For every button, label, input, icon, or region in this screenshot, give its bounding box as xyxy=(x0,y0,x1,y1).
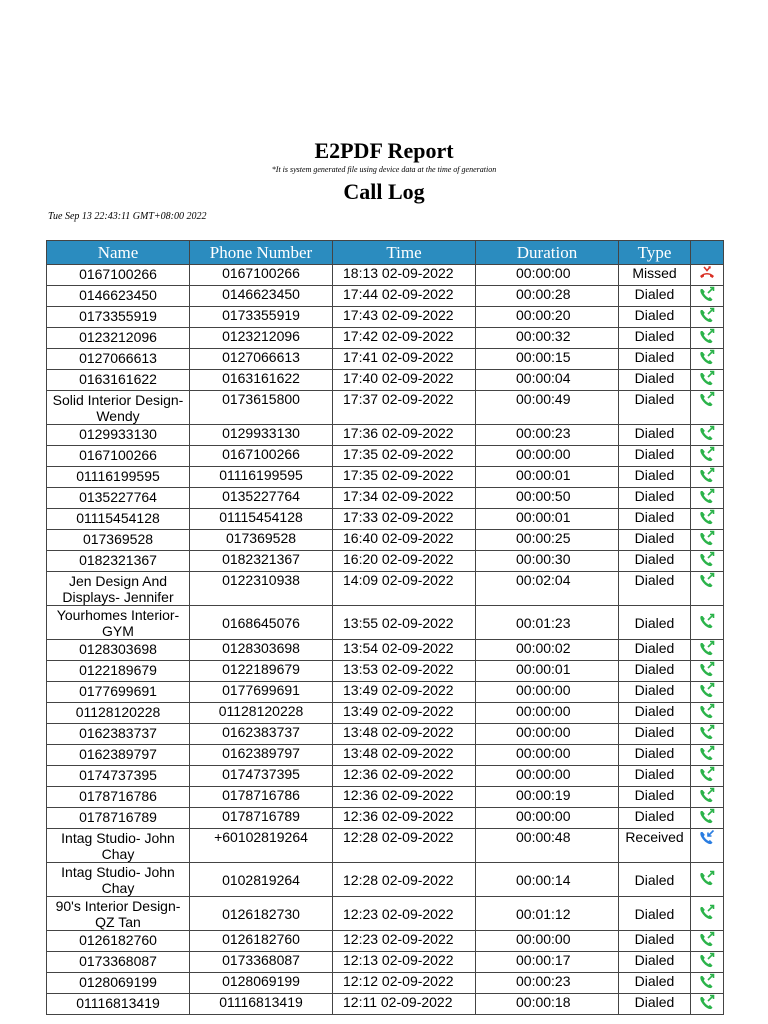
call-duration: 00:02:04 xyxy=(476,572,619,606)
call-type-icon-cell xyxy=(691,931,724,952)
dialed-call-icon xyxy=(698,551,716,568)
call-type: Dialed xyxy=(619,703,691,724)
dialed-call-icon xyxy=(698,467,716,484)
dialed-call-icon xyxy=(698,349,716,366)
call-phone-number: 0126182730 xyxy=(190,897,333,931)
call-duration: 00:00:30 xyxy=(476,551,619,572)
table-row xyxy=(47,572,724,606)
call-name: 0167100266 xyxy=(47,446,190,467)
call-name: 01116813419 xyxy=(47,994,190,1015)
dialed-call-icon xyxy=(698,425,716,442)
call-time: 17:35 02-09-2022 xyxy=(333,446,476,467)
dialed-call-icon xyxy=(698,870,716,887)
table-row xyxy=(47,265,724,286)
call-type: Dialed xyxy=(619,286,691,307)
call-phone-number: 0162383737 xyxy=(190,724,333,745)
call-type-icon-cell xyxy=(691,640,724,661)
call-time: 17:40 02-09-2022 xyxy=(333,370,476,391)
call-phone-number: 0178716789 xyxy=(190,808,333,829)
call-type-icon-cell xyxy=(691,509,724,530)
table-row xyxy=(47,425,724,446)
call-phone-number: 0146623450 xyxy=(190,286,333,307)
call-duration: 00:00:00 xyxy=(476,265,619,286)
call-duration: 00:01:12 xyxy=(476,897,619,931)
dialed-call-icon xyxy=(698,286,716,303)
call-type-icon-cell xyxy=(691,829,724,863)
call-type-icon-cell xyxy=(691,897,724,931)
table-row xyxy=(47,370,724,391)
column-header-phone: Phone Number xyxy=(190,241,333,265)
call-name: 01116199595 xyxy=(47,467,190,488)
call-name: 0163161622 xyxy=(47,370,190,391)
call-name: 0127066613 xyxy=(47,349,190,370)
call-type-icon-cell xyxy=(691,661,724,682)
call-name: 0128069199 xyxy=(47,973,190,994)
call-type: Dialed xyxy=(619,863,691,897)
call-phone-number: 0173368087 xyxy=(190,952,333,973)
call-time: 12:11 02-09-2022 xyxy=(333,994,476,1015)
call-duration: 00:00:17 xyxy=(476,952,619,973)
call-time: 13:48 02-09-2022 xyxy=(333,724,476,745)
call-type: Dialed xyxy=(619,606,691,640)
call-time: 13:49 02-09-2022 xyxy=(333,703,476,724)
call-duration: 00:00:01 xyxy=(476,661,619,682)
call-phone-number: 0122189679 xyxy=(190,661,333,682)
call-time: 13:55 02-09-2022 xyxy=(333,606,476,640)
table-row xyxy=(47,509,724,530)
call-time: 12:28 02-09-2022 xyxy=(333,829,476,863)
call-type: Missed xyxy=(619,265,691,286)
table-row xyxy=(47,446,724,467)
dialed-call-icon xyxy=(698,613,716,630)
call-type-icon-cell xyxy=(691,994,724,1015)
table-row xyxy=(47,897,724,931)
call-phone-number: 0126182760 xyxy=(190,931,333,952)
call-duration: 00:00:25 xyxy=(476,530,619,551)
call-phone-number: 0128069199 xyxy=(190,973,333,994)
dialed-call-icon xyxy=(698,952,716,969)
call-duration: 00:00:00 xyxy=(476,682,619,703)
call-duration: 00:00:01 xyxy=(476,467,619,488)
call-name: 0173355919 xyxy=(47,307,190,328)
section-title: Call Log xyxy=(343,179,425,204)
call-type-icon-cell xyxy=(691,446,724,467)
call-phone-number: 0163161622 xyxy=(190,370,333,391)
call-name: 0173368087 xyxy=(47,952,190,973)
table-row xyxy=(47,931,724,952)
call-name: 01128120228 xyxy=(47,703,190,724)
call-type-icon-cell xyxy=(691,606,724,640)
table-row xyxy=(47,808,724,829)
call-name: 0167100266 xyxy=(47,265,190,286)
call-duration: 00:00:19 xyxy=(476,787,619,808)
call-time: 17:37 02-09-2022 xyxy=(333,391,476,425)
call-duration: 00:00:04 xyxy=(476,370,619,391)
call-duration: 00:00:00 xyxy=(476,703,619,724)
call-type-icon-cell xyxy=(691,682,724,703)
call-duration: 00:00:00 xyxy=(476,745,619,766)
call-duration: 00:00:00 xyxy=(476,766,619,787)
call-name: 0178716789 xyxy=(47,808,190,829)
dialed-call-icon xyxy=(698,572,716,589)
report-title: E2PDF Report xyxy=(314,138,454,163)
call-time: 17:42 02-09-2022 xyxy=(333,328,476,349)
dialed-call-icon xyxy=(698,488,716,505)
dialed-call-icon xyxy=(698,904,716,921)
call-duration: 00:00:50 xyxy=(476,488,619,509)
call-type-icon-cell xyxy=(691,391,724,425)
call-name: 0135227764 xyxy=(47,488,190,509)
call-phone-number: 0173615800 xyxy=(190,391,333,425)
call-type-icon-cell xyxy=(691,425,724,446)
report-subtitle: *It is system generated file using device data at the time of generation xyxy=(271,165,497,174)
call-type-icon-cell xyxy=(691,328,724,349)
call-time: 12:36 02-09-2022 xyxy=(333,766,476,787)
call-type: Dialed xyxy=(619,572,691,606)
call-name: 0128303698 xyxy=(47,640,190,661)
call-phone-number: 0167100266 xyxy=(190,265,333,286)
call-phone-number: 01115454128 xyxy=(190,509,333,530)
call-duration: 00:00:15 xyxy=(476,349,619,370)
table-row xyxy=(47,682,724,703)
call-time: 17:44 02-09-2022 xyxy=(333,286,476,307)
call-type: Dialed xyxy=(619,328,691,349)
call-time: 12:23 02-09-2022 xyxy=(333,897,476,931)
table-row xyxy=(47,349,724,370)
call-duration: 00:00:01 xyxy=(476,509,619,530)
call-type-icon-cell xyxy=(691,488,724,509)
call-type: Dialed xyxy=(619,897,691,931)
call-type-icon-cell xyxy=(691,703,724,724)
dialed-call-icon xyxy=(698,724,716,741)
call-type-icon-cell xyxy=(691,349,724,370)
call-type-icon-cell xyxy=(691,307,724,328)
table-row xyxy=(47,863,724,897)
table-row xyxy=(47,606,724,640)
call-type-icon-cell xyxy=(691,745,724,766)
call-name: 0129933130 xyxy=(47,425,190,446)
call-type-icon-cell xyxy=(691,370,724,391)
call-phone-number: 0135227764 xyxy=(190,488,333,509)
call-time: 12:36 02-09-2022 xyxy=(333,808,476,829)
call-time: 13:48 02-09-2022 xyxy=(333,745,476,766)
dialed-call-icon xyxy=(698,931,716,948)
call-type: Dialed xyxy=(619,349,691,370)
call-name: Yourhomes Interior- GYM xyxy=(47,606,190,640)
call-duration: 00:00:18 xyxy=(476,994,619,1015)
call-phone-number: 0127066613 xyxy=(190,349,333,370)
received-call-icon xyxy=(698,829,716,846)
dialed-call-icon xyxy=(698,328,716,345)
call-type-icon-cell xyxy=(691,572,724,606)
call-name: Intag Studio- John Chay xyxy=(47,829,190,863)
call-name: 0123212096 xyxy=(47,328,190,349)
dialed-call-icon xyxy=(698,370,716,387)
call-type-icon-cell xyxy=(691,766,724,787)
column-header-duration: Duration xyxy=(476,241,619,265)
call-log-table xyxy=(46,240,724,1015)
call-name: 0162389797 xyxy=(47,745,190,766)
call-name: 90's Interior Design- QZ Tan xyxy=(47,897,190,931)
dialed-call-icon xyxy=(698,307,716,324)
call-duration: 00:00:00 xyxy=(476,724,619,745)
call-type-icon-cell xyxy=(691,724,724,745)
call-type: Dialed xyxy=(619,467,691,488)
call-time: 14:09 02-09-2022 xyxy=(333,572,476,606)
call-name: Solid Interior Design- Wendy xyxy=(47,391,190,425)
dialed-call-icon xyxy=(698,530,716,547)
call-duration: 00:00:00 xyxy=(476,808,619,829)
call-type-icon-cell xyxy=(691,973,724,994)
call-name: Intag Studio- John Chay xyxy=(47,863,190,897)
call-type: Dialed xyxy=(619,391,691,425)
call-phone-number: 0123212096 xyxy=(190,328,333,349)
table-row xyxy=(47,661,724,682)
table-row xyxy=(47,724,724,745)
call-name: 017369528 xyxy=(47,530,190,551)
call-type: Dialed xyxy=(619,745,691,766)
call-type: Dialed xyxy=(619,682,691,703)
table-header-row xyxy=(47,241,724,265)
dialed-call-icon xyxy=(698,973,716,990)
call-duration: 00:01:23 xyxy=(476,606,619,640)
call-time: 17:33 02-09-2022 xyxy=(333,509,476,530)
table-row xyxy=(47,745,724,766)
call-time: 13:49 02-09-2022 xyxy=(333,682,476,703)
call-type: Dialed xyxy=(619,530,691,551)
call-phone-number: 0177699691 xyxy=(190,682,333,703)
generated-date: Tue Sep 13 22:43:11 GMT+08:00 2022 xyxy=(48,211,207,222)
call-time: 12:23 02-09-2022 xyxy=(333,931,476,952)
dialed-call-icon xyxy=(698,745,716,762)
call-time: 18:13 02-09-2022 xyxy=(333,265,476,286)
call-phone-number: 0102819264 xyxy=(190,863,333,897)
call-time: 17:43 02-09-2022 xyxy=(333,307,476,328)
table-row xyxy=(47,530,724,551)
column-header-icon xyxy=(691,241,724,265)
call-type: Dialed xyxy=(619,661,691,682)
call-duration: 00:00:23 xyxy=(476,973,619,994)
call-phone-number: 0173355919 xyxy=(190,307,333,328)
call-name: 0122189679 xyxy=(47,661,190,682)
call-time: 16:20 02-09-2022 xyxy=(333,551,476,572)
call-type: Dialed xyxy=(619,724,691,745)
call-time: 12:36 02-09-2022 xyxy=(333,787,476,808)
call-name: 0178716786 xyxy=(47,787,190,808)
dialed-call-icon xyxy=(698,640,716,657)
call-phone-number: 01116199595 xyxy=(190,467,333,488)
table-row xyxy=(47,829,724,863)
call-phone-number: 01116813419 xyxy=(190,994,333,1015)
call-duration: 00:00:14 xyxy=(476,863,619,897)
dialed-call-icon xyxy=(698,509,716,526)
call-phone-number: 0128303698 xyxy=(190,640,333,661)
dialed-call-icon xyxy=(698,766,716,783)
call-type: Dialed xyxy=(619,307,691,328)
table-row xyxy=(47,952,724,973)
table-row xyxy=(47,640,724,661)
call-duration: 00:00:02 xyxy=(476,640,619,661)
table-row xyxy=(47,787,724,808)
call-type-icon-cell xyxy=(691,530,724,551)
call-type: Received xyxy=(619,829,691,863)
call-time: 17:35 02-09-2022 xyxy=(333,467,476,488)
call-duration: 00:00:20 xyxy=(476,307,619,328)
table-row xyxy=(47,488,724,509)
call-type-icon-cell xyxy=(691,551,724,572)
call-name: 0126182760 xyxy=(47,931,190,952)
call-time: 17:34 02-09-2022 xyxy=(333,488,476,509)
table-row xyxy=(47,467,724,488)
dialed-call-icon xyxy=(698,703,716,720)
call-time: 12:13 02-09-2022 xyxy=(333,952,476,973)
call-name: 0162383737 xyxy=(47,724,190,745)
missed-call-icon xyxy=(698,265,716,282)
call-type-icon-cell xyxy=(691,286,724,307)
call-type: Dialed xyxy=(619,952,691,973)
table-row xyxy=(47,994,724,1015)
call-type: Dialed xyxy=(619,551,691,572)
call-time: 16:40 02-09-2022 xyxy=(333,530,476,551)
call-time: 17:36 02-09-2022 xyxy=(333,425,476,446)
dialed-call-icon xyxy=(698,391,716,408)
dialed-call-icon xyxy=(698,682,716,699)
call-name: 0177699691 xyxy=(47,682,190,703)
table-row xyxy=(47,286,724,307)
call-type: Dialed xyxy=(619,425,691,446)
call-type-icon-cell xyxy=(691,787,724,808)
dialed-call-icon xyxy=(698,446,716,463)
call-type-icon-cell xyxy=(691,808,724,829)
call-name: 0182321367 xyxy=(47,551,190,572)
call-time: 17:41 02-09-2022 xyxy=(333,349,476,370)
call-phone-number: 0182321367 xyxy=(190,551,333,572)
call-duration: 00:00:00 xyxy=(476,446,619,467)
call-phone-number: 01128120228 xyxy=(190,703,333,724)
dialed-call-icon xyxy=(698,787,716,804)
call-type: Dialed xyxy=(619,446,691,467)
call-duration: 00:00:32 xyxy=(476,328,619,349)
call-type-icon-cell xyxy=(691,863,724,897)
column-header-type: Type xyxy=(619,241,691,265)
dialed-call-icon xyxy=(698,661,716,678)
call-name: 0174737395 xyxy=(47,766,190,787)
call-duration: 00:00:49 xyxy=(476,391,619,425)
call-phone-number: 017369528 xyxy=(190,530,333,551)
call-duration: 00:00:23 xyxy=(476,425,619,446)
call-phone-number: 0162389797 xyxy=(190,745,333,766)
call-time: 12:12 02-09-2022 xyxy=(333,973,476,994)
call-type: Dialed xyxy=(619,488,691,509)
column-header-name: Name xyxy=(47,241,190,265)
call-name: Jen Design And Displays- Jennifer xyxy=(47,572,190,606)
table-row xyxy=(47,551,724,572)
column-header-time: Time xyxy=(333,241,476,265)
call-type-icon-cell xyxy=(691,265,724,286)
table-row xyxy=(47,391,724,425)
call-time: 13:54 02-09-2022 xyxy=(333,640,476,661)
call-type: Dialed xyxy=(619,787,691,808)
dialed-call-icon xyxy=(698,808,716,825)
call-type: Dialed xyxy=(619,640,691,661)
call-type: Dialed xyxy=(619,994,691,1015)
call-type: Dialed xyxy=(619,973,691,994)
call-phone-number: 0178716786 xyxy=(190,787,333,808)
call-name: 0146623450 xyxy=(47,286,190,307)
table-row xyxy=(47,766,724,787)
call-time: 12:28 02-09-2022 xyxy=(333,863,476,897)
table-row xyxy=(47,973,724,994)
call-phone-number: 0174737395 xyxy=(190,766,333,787)
call-time: 13:53 02-09-2022 xyxy=(333,661,476,682)
call-type: Dialed xyxy=(619,766,691,787)
call-type: Dialed xyxy=(619,370,691,391)
call-phone-number: 0129933130 xyxy=(190,425,333,446)
dialed-call-icon xyxy=(698,994,716,1011)
call-duration: 00:00:28 xyxy=(476,286,619,307)
call-type: Dialed xyxy=(619,509,691,530)
call-type: Dialed xyxy=(619,931,691,952)
call-type-icon-cell xyxy=(691,467,724,488)
call-phone-number: 0122310938 xyxy=(190,572,333,606)
table-row xyxy=(47,703,724,724)
table-row xyxy=(47,307,724,328)
call-type: Dialed xyxy=(619,808,691,829)
call-name: 01115454128 xyxy=(47,509,190,530)
call-duration: 00:00:00 xyxy=(476,931,619,952)
call-phone-number: +60102819264 xyxy=(190,829,333,863)
table-row xyxy=(47,328,724,349)
call-phone-number: 0168645076 xyxy=(190,606,333,640)
call-type-icon-cell xyxy=(691,952,724,973)
call-duration: 00:00:48 xyxy=(476,829,619,863)
call-phone-number: 0167100266 xyxy=(190,446,333,467)
